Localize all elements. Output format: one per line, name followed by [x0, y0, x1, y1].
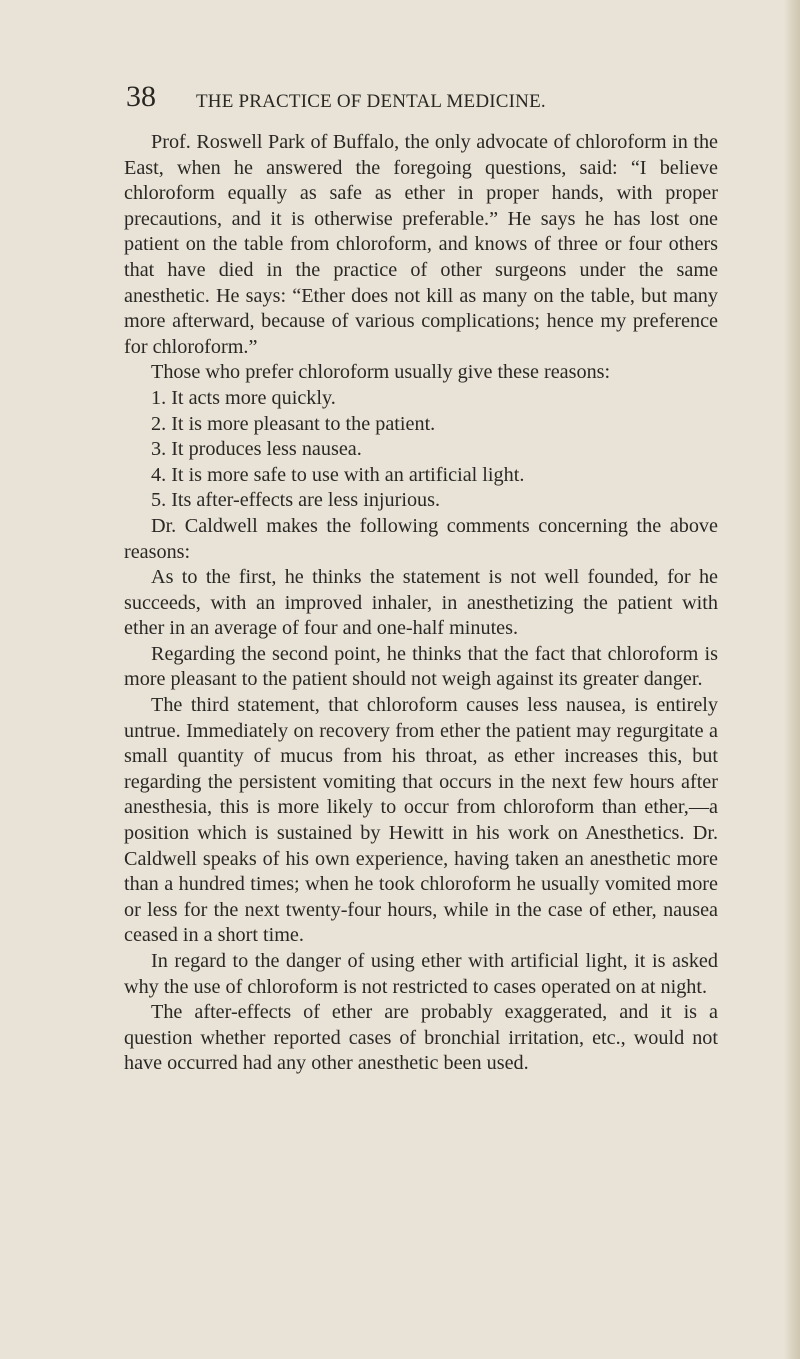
paragraph-fifth-reason: The after-effects of ether are probably exaggerated, and it is a question whether reported cases of bronchial irritation, etc., would not have occurred had any other anesthetic been used. — [124, 1001, 718, 1075]
paragraph-park-quote: Prof. Roswell Park of Buffalo, the only advocate of chloroform in the East, when he answered the foregoing questions, said: “I believe chloroform equally as safe as ether in proper hands, with proper precautions, and it is otherwise preferable.” He says he has lost one patient on the table from chloroform, and knows of three or four others that have died in the practice of other surgeons under the same anesthetic. He says: “Ether does not kill as many on the table, but many more afterward, because of various complications; hence my preference for chloroform.” — [124, 131, 718, 358]
paragraph-fourth-reason: In regard to the danger of using ether with artificial light, it is asked why the use of chloroform is not restricted to cases operated on at night. — [124, 950, 718, 998]
paragraph-reasons-intro: Those who prefer chloroform usually give these reasons: — [151, 361, 611, 384]
paragraph-first-reason: As to the first, he thinks the statement is not well founded, for he succeeds, with an improved inhaler, in anesthetizing the patient with ether in an average of four and one-half minutes. — [124, 566, 718, 640]
reason-item: 2. It is more pleasant to the patient. — [151, 412, 436, 435]
reason-item: 4. It is more safe to use with an artificial light. — [151, 463, 525, 486]
paragraph-third-reason: The third statement, that chloroform causes less nausea, is entirely untrue. Immediately on recovery from ether the patient may regurgitate a small quantity of mucus from his throat, as ether increases this, but regarding the persistent vomiting that occurs in the next few hours after anesthesia, this is more likely to occur from chloroform than ether,—a position which is sustained by Hewitt in his work on Anesthetics. Dr. Caldwell speaks of his own experience, having taken an anesthetic more than a hundred times; when he took chloroform he usually vomited more or less for the next twenty-four hours, while in the case of ether, nausea ceased in a short time. — [124, 694, 718, 947]
running-title: THE PRACTICE OF DENTAL MEDICINE. — [196, 91, 546, 112]
reason-item: 5. Its after-effects are less injurious. — [151, 489, 441, 512]
reasons-list — [124, 386, 718, 514]
page-header — [126, 80, 718, 120]
paragraph-caldwell-intro: Dr. Caldwell makes the following comments concerning the above reasons: — [124, 514, 718, 563]
page-number: 38 — [126, 80, 156, 113]
reason-item: 3. It produces less nausea. — [151, 438, 362, 461]
paragraph-second-reason: Regarding the second point, he thinks that the fact that chloroform is more pleasant to the patient should not weigh against its greater danger. — [124, 642, 718, 691]
reason-item: 1. It acts more quickly. — [151, 386, 336, 409]
page-edge — [784, 0, 800, 1359]
body-text — [124, 130, 718, 1077]
